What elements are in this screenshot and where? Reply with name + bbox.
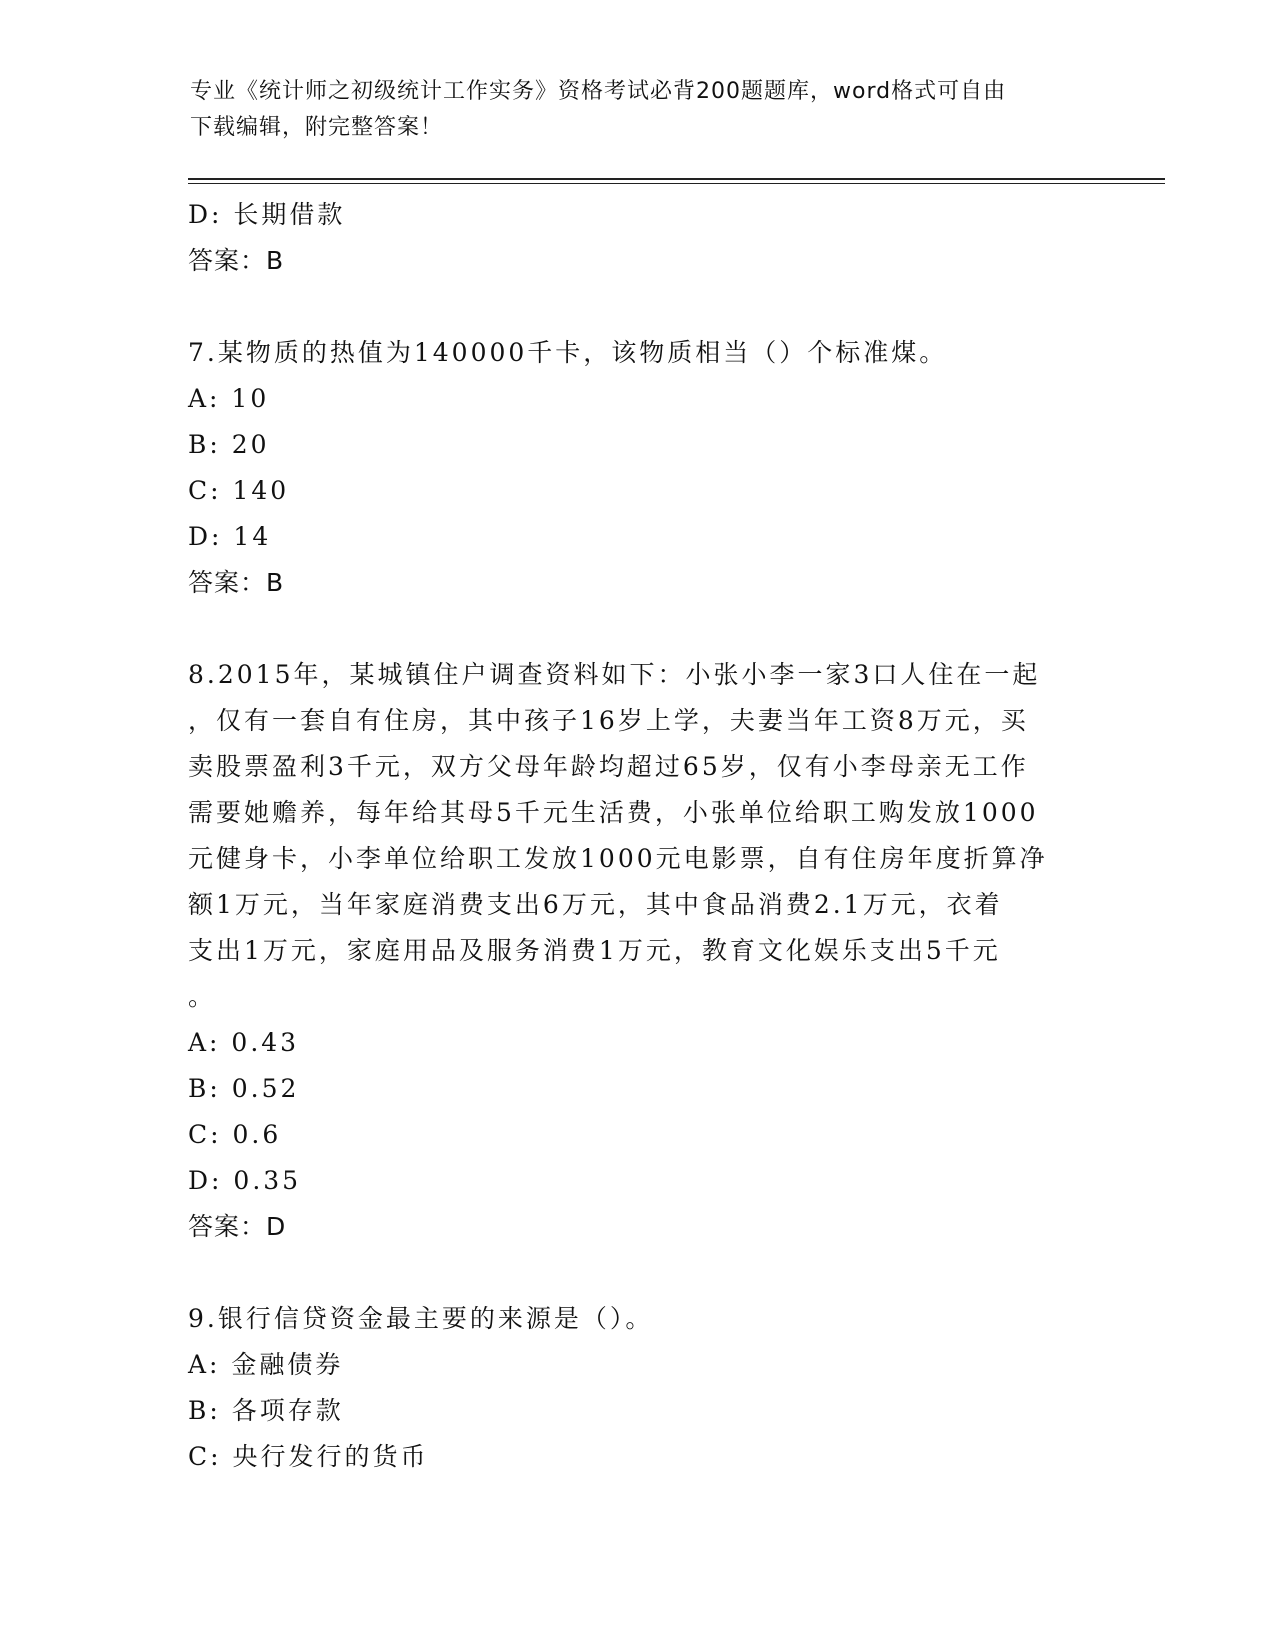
document-header <box>190 74 1090 146</box>
answer-line: 答案：B <box>188 568 285 597</box>
question-stem-line: 元健身卡，小李单位给职工发放1000元电影票，自有住房年度折算净 <box>188 844 1048 873</box>
option-b: B: 20 <box>188 430 270 459</box>
answer-line: 答案：B <box>188 246 285 275</box>
question-stem: 7.某物质的热值为140000千卡，该物质相当（）个标准煤。 <box>188 338 948 367</box>
option-b: B: 0.52 <box>188 1074 300 1103</box>
header-divider-thin <box>188 183 1165 184</box>
question-8 <box>188 652 1088 1250</box>
option-c: C: 央行发行的货币 <box>188 1442 429 1471</box>
question-stem-line: 。 <box>188 982 217 1011</box>
question-stem-line: 需要她赡养，每年给其母5千元生活费，小张单位给职工购发放1000 <box>188 798 1039 827</box>
option-a: A: 0.43 <box>188 1028 300 1057</box>
question-stem: 9.银行信贷资金最主要的来源是（）。 <box>188 1304 654 1333</box>
question-stem-line: 8.2015年，某城镇住户调查资料如下：小张小李一家3口人住在一起 <box>188 660 1041 689</box>
option-a: A: 10 <box>188 384 270 413</box>
question-stem-line: 支出1万元，家庭用品及服务消费1万元，教育文化娱乐支出5千元 <box>188 936 1001 965</box>
question-7 <box>188 330 1088 606</box>
option-d: D: 0.35 <box>188 1166 302 1195</box>
document-body <box>188 192 1088 1480</box>
question-stem-line: 额1万元，当年家庭消费支出6万元，其中食品消费2.1万元，衣着 <box>188 890 1003 919</box>
answer-line: 答案：D <box>188 1212 287 1241</box>
option-a: A: 金融债券 <box>188 1350 344 1379</box>
question-9 <box>188 1296 1088 1480</box>
option-d: D: 长期借款 <box>188 200 346 229</box>
question-stem-line: ，仅有一套自有住房，其中孩子16岁上学，夫妻当年工资8万元，买 <box>188 706 1029 735</box>
option-c: C: 140 <box>188 476 290 505</box>
header-divider-thick <box>188 178 1165 180</box>
question-6-tail <box>188 192 1088 284</box>
question-stem-line: 卖股票盈利3千元，双方父母年龄均超过65岁，仅有小李母亲无工作 <box>188 752 1029 781</box>
option-c: C: 0.6 <box>188 1120 282 1149</box>
header-line-2: 下载编辑，附完整答案！ <box>190 115 444 140</box>
header-line-1: 专业《统计师之初级统计工作实务》资格考试必背200题题库，word格式可自由 <box>190 79 1007 104</box>
option-d: D: 14 <box>188 522 272 551</box>
option-b: B: 各项存款 <box>188 1396 344 1425</box>
